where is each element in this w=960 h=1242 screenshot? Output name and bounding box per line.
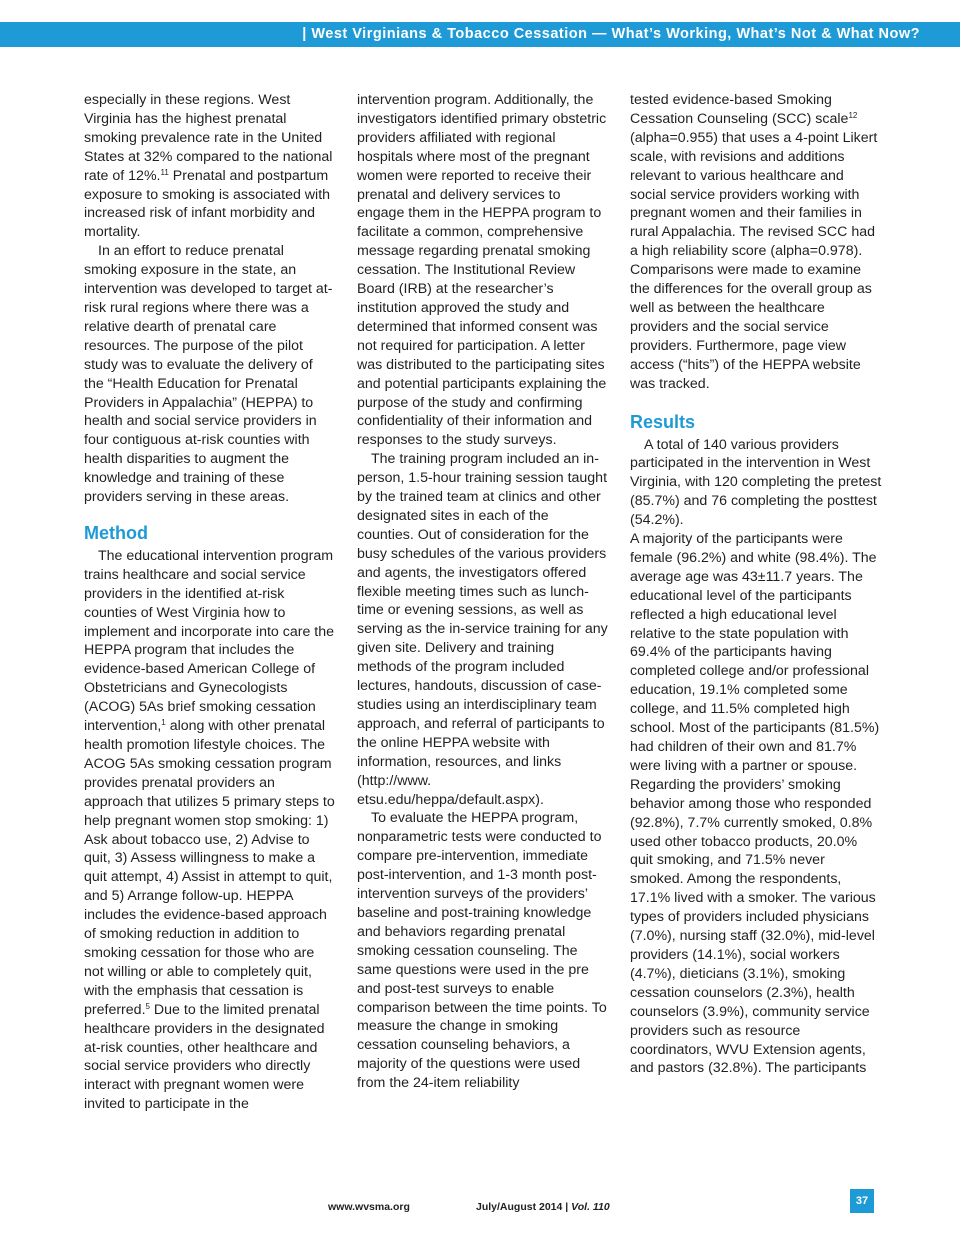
citation-ref: 5: [145, 1001, 150, 1011]
citation-ref: 1: [161, 718, 166, 728]
article-column-1: [84, 91, 336, 1114]
paragraph: A total of 140 various providers participated in the intervention in West Virginia, with 120 completing the pretest (85.7%) and 76 completing the posttest (54.2%).: [630, 436, 882, 529]
paragraph-text: The educational intervention program trains healthcare and social service providers in the identified at-risk counties of West Virginia how to implement and incorporate into care the HEPPA program that includes the evidence-based American College of Obstetricians and Gynecologists (ACOG) 5As brief smoking cessation intervention,: [84, 547, 334, 735]
paragraph-text: tested evidence-based Smoking Cessation Counseling (SCC) scale: [630, 92, 849, 127]
citation-ref: 11: [160, 167, 169, 177]
paragraph: [84, 547, 336, 1114]
paragraph-text: (alpha=0.955) that uses a 4-point Likert scale, with revisions and additions relevant to various healthcare and social service providers working with pregnant women and their families in rural Appalachia. The revised SCC had a high reliability score (alpha=0.978). Comparisons were made to examine the differences for the overall group as well as between the healthcare providers and the social service providers. Furthermore, page view access (“hits”) of the HEPPA website was tracked.: [630, 129, 878, 392]
paragraph-text: especially in these regions. West Virginia has the highest prenatal smoking prevalence rate in the United States at 32% compared to the national rate of 12%.: [84, 92, 333, 184]
page-number: 37: [850, 1189, 874, 1213]
running-header: | West Virginians & Tobacco Cessation — What’s Working, What’s Not & What Now?: [0, 22, 960, 47]
paragraph: The training program included an in-person, 1.5-hour training session taught by the trained team at clinics and other designated sites in each of the counties. Out of consideration for the busy schedules of the various providers and agents, the investigators offered flexible meeting times such as lunch-time or evening sessions, as well as serving as the in-service training for any given site. Delivery and training methods of the program included lectures, handouts, discussion of case-studies using an interdisciplinary team approach, and referral of participants to the online HEPPA website with information, resources, and links (http://www. etsu.edu/heppa/default.aspx).: [357, 451, 608, 808]
citation-ref: 12: [848, 110, 858, 120]
paragraph-text: along with other prenatal health promotion lifestyle choices. The ACOG 5As smoking cessation program provides prenatal providers an approach that utilizes 5 primary steps to help pregnant women stop smoking: 1) Ask about tobacco use, 2) Advise to quit, 3) Assess willingness to make a quit attempt, 4) Assist in attempt to quit, and 5) Arrange follow-up. HEPPA includes the evidence-based approach of smoking reduction in addition to smoking cessation for those who are not willing or able to completely quit, with the emphasis that cessation is preferred.: [84, 718, 335, 1018]
paragraph: intervention program. Additionally, the investigators identified primary obstetric providers affiliated with regional hospitals where most of the pregnant women were reported to receive their prenatal and delivery services to engage them in the HEPPA program to facilitate a common, comprehensive message regarding prenatal smoking cessation. The Institutional Review Board (IRB) at the researcher’s institution approved the study and determined that informed consent was not required for participation. A letter was distributed to the participating sites and potential participants explaining the purpose of the study and confirming confidentiality of their information and responses to the study surveys.: [357, 92, 607, 449]
paragraph: [630, 91, 882, 394]
footer-volume: Vol. 110: [571, 1201, 610, 1213]
article-column-3: [630, 91, 882, 1078]
section-heading-method: Method: [84, 522, 148, 543]
footer-issue: [476, 1201, 610, 1213]
paragraph: A majority of the participants were female (96.2%) and white (98.4%). The average age was 43±11.7 years. The educational level of the participants reflected a high educational level relative to the state population with 69.4% of the participants having completed college and/or professional education, 19.1% completed some college, and 11.5% completed high school. Most of the participants (81.5%) had children of their own and 81.7% were living with a partner or spouse. Regarding the providers’ smoking behavior among those who responded (92.8%), 7.7% currently smoked, 0.8% used other tobacco products, 20.0% quit smoking, and 71.5% never smoked. Among the respondents, 17.1% lived with a smoker. The various types of providers included physicians (7.0%), nursing staff (32.0%), mid-level providers (14.1%), social workers (4.7%), dieticians (3.1%), smoking cessation counselors (2.3%), health counselors (3.9%), community service providers such as resource coordinators, WVU Extension agents, and pastors (32.8%). The participants: [630, 531, 880, 1077]
article-column-2: [357, 91, 609, 1093]
paragraph: [84, 91, 336, 242]
paragraph: To evaluate the HEPPA program, nonparametric tests were conducted to compare pre-intervention, immediate post-intervention, and 1-3 month post-intervention surveys of the providers’ baseline and post-training knowledge and behaviors regarding prenatal smoking cessation counseling. The same questions were used in the pre and post-test surveys to enable comparison between the time points. To measure the change in smoking cessation counseling behaviors, a majority of the questions were used from the 24-item reliability: [357, 810, 607, 1092]
paragraph-text: Due to the limited prenatal healthcare providers in the designated at-risk counties, other healthcare and social service providers who directly interact with pregnant women were invited to participate in the: [84, 1001, 325, 1113]
footer-website: www.wvsma.org: [328, 1201, 410, 1213]
section-heading-results: Results: [630, 411, 696, 432]
paragraph-text: Prenatal and postpartum exposure to smoking is associated with increased risk of infant morbidity and mortality.: [84, 167, 331, 241]
footer-issue-date: July/August 2014 |: [476, 1201, 572, 1213]
paragraph: In an effort to reduce prenatal smoking exposure in the state, an intervention was developed to target at-risk rural regions where there was a relative dearth of prenatal care resources. The purpose of the pilot study was to evaluate the delivery of the “Health Education for Prenatal Providers in Appalachia” (HEPPA) to health and social service providers in four contiguous at-risk counties with health disparities to augment the knowledge and training of these providers serving in these areas.: [84, 243, 333, 506]
